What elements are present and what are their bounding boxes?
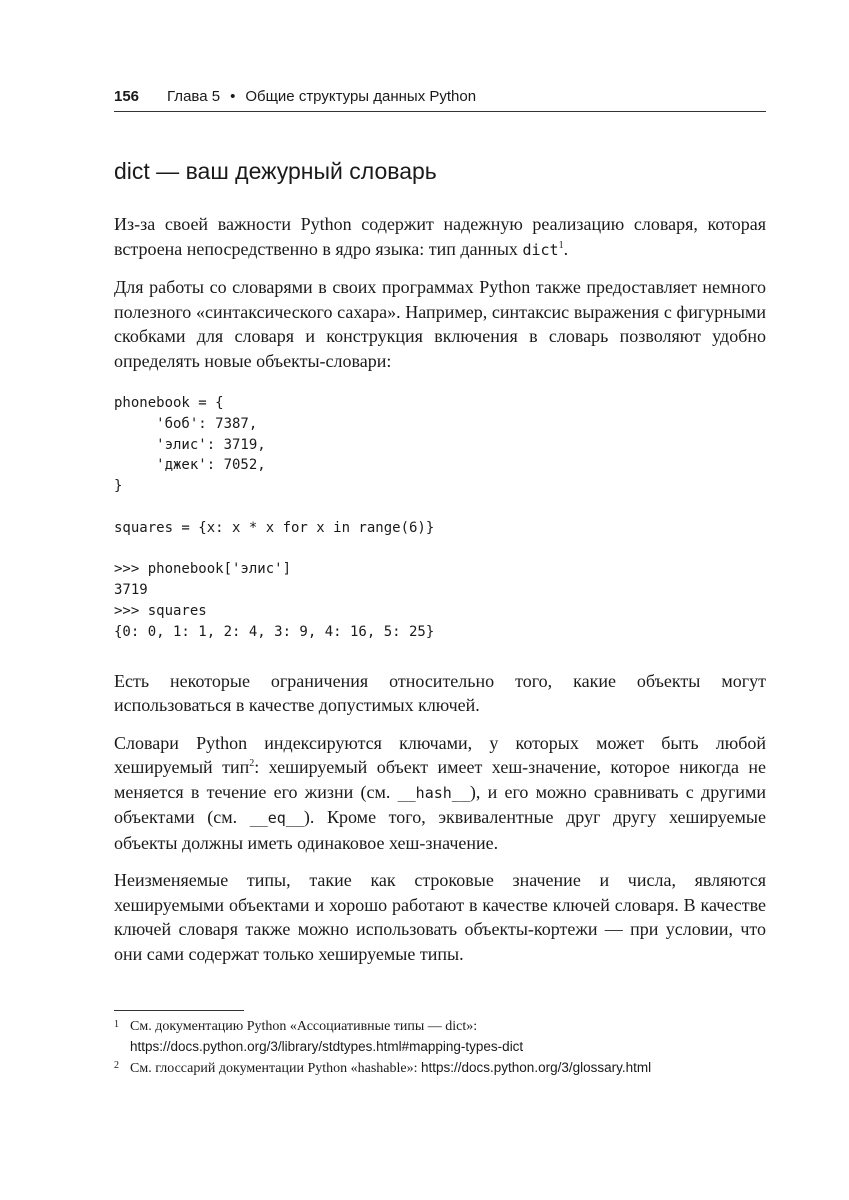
paragraph-3: Есть некоторые ограничения относительно того, какие объекты могут использоваться в качестве допустимых ключей. [114, 670, 766, 716]
footnote-link[interactable]: https://docs.python.org/3/glossary.html [421, 1060, 652, 1075]
footnote-link[interactable]: https://docs.python.org/3/library/stdtypes.html#mapping-types-dict [130, 1039, 524, 1054]
inline-code-eq: __eq__ [249, 809, 304, 828]
footnote-2: 2 См. глоссарий документации Python «hashable»: https://docs.python.org/3/glossary.html [114, 1058, 774, 1079]
page-number: 156 [114, 88, 140, 105]
paragraph-4: Словари Python индексируются ключами, у которых может быть любой хешируемый тип$^2$: хешируемый объект имеет хеш-значение, которое никогда не меняется в течение его жизни (см. __hash__), и его можно сравнивать с другими объектами (см. __eq__). Кроме того, эквивалентные друг другу хешируемые объекты должны иметь одинаковое хеш-значение. [114, 732, 766, 853]
paragraph-1: Из-за своей важности Python содержит надежную реализацию словаря, которая встроена непосредственно в ядро языка: тип данных dict$^1$. [114, 214, 766, 259]
page-title: dict — ваш дежурный словарь [114, 158, 437, 184]
footnotes [114, 1017, 774, 1079]
header-bullet: • [230, 88, 236, 105]
footnote-mark: 2 [114, 1060, 119, 1071]
footnote-divider [114, 1010, 244, 1011]
paragraph-2: Для работы со словарями в своих программах Python также предоставляет немного полезного «синтаксического сахара». Например, синтаксис выражения с фигурными скобками для словаря и конструкция включения в словарь позволяют удобно определять новые объекты-словари: [114, 277, 766, 371]
chapter-label: Глава 5 [167, 88, 221, 105]
footnote-mark: 1 [114, 1019, 119, 1030]
footnote-ref-1: 1 [558, 239, 564, 251]
running-header [114, 88, 766, 112]
inline-code-hash: __hash__ [397, 783, 470, 802]
paragraph-5: Неизменяемые типы, такие как строковые значение и числа, являются хешируемыми объектами и хорошо работают в качестве ключей словаря. В качестве ключей словаря также можно использовать объекты-кортежи — при условии, что они сами содержат только хешируемые типы. [114, 870, 766, 964]
section-title: Общие структуры данных Python [245, 88, 477, 105]
code-block: phonebook = { 'боб': 7387, 'элис': 3719, 'джек': 7052, } squares = {x: x * x for x in range(6)} >>> phonebook['элис'] 3719 >>> squares {0: 0, 1: 1, 2: 4, 3: 9, 4: 16, 5: 25} [114, 395, 435, 640]
inline-code-dict: dict [522, 240, 559, 259]
body-text [114, 212, 766, 979]
footnote-1: 1 См. документацию Python «Ассоциативные типы — dict»: https://docs.python.org/3/library/stdtypes.html#mapping-types-dict [114, 1017, 774, 1058]
footnote-ref-2: 2 [249, 758, 255, 770]
